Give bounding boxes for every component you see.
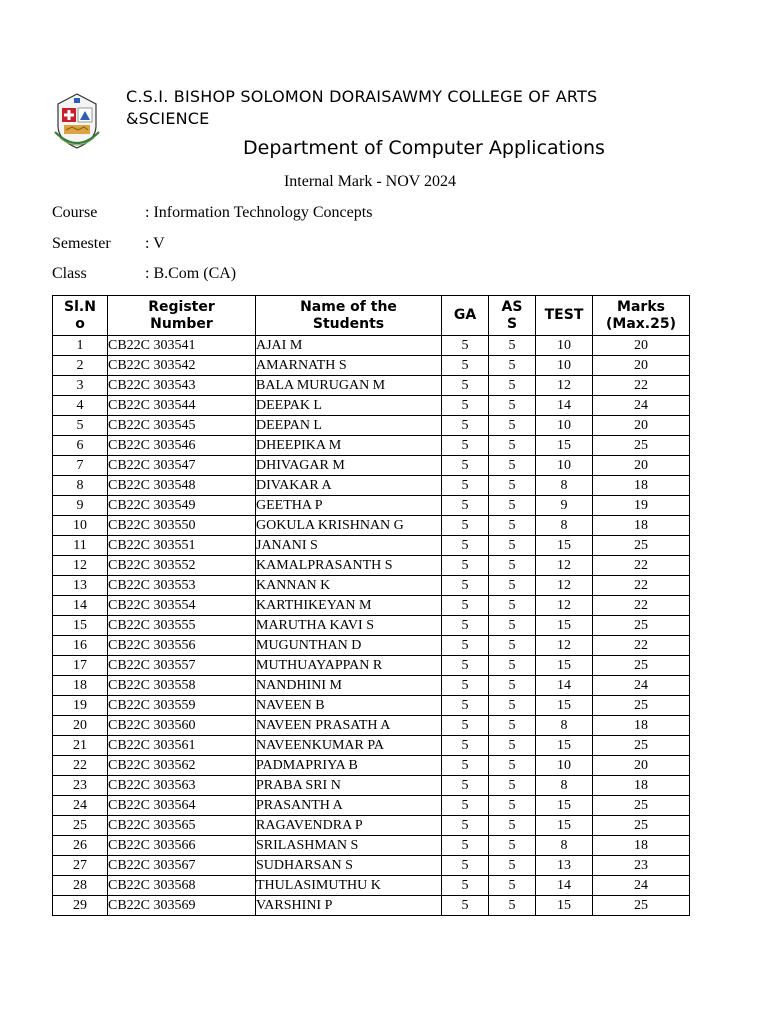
ga-cell: 5 (442, 696, 489, 716)
marks-cell: 25 (593, 436, 690, 456)
student-name-cell: MARUTHA KAVI S (256, 616, 442, 636)
slno-cell: 13 (53, 576, 108, 596)
ass-cell: 5 (489, 416, 536, 436)
student-name-cell: DEEPAN L (256, 416, 442, 436)
slno-cell: 29 (53, 896, 108, 916)
ass-cell: 5 (489, 496, 536, 516)
test-cell: 8 (536, 716, 593, 736)
course-line (52, 203, 372, 223)
student-name-cell: JANANI S (256, 536, 442, 556)
student-name-cell: PRASANTH A (256, 796, 442, 816)
ass-cell: 5 (489, 856, 536, 876)
ass-cell: 5 (489, 876, 536, 896)
test-cell: 12 (536, 636, 593, 656)
register-number-cell: CB22C 303565 (108, 816, 256, 836)
student-name-cell: PRABA SRI N (256, 776, 442, 796)
student-name-cell: AMARNATH S (256, 356, 442, 376)
col-header-register-number: Register Number (108, 296, 256, 336)
register-number-cell: CB22C 303542 (108, 356, 256, 376)
student-name-cell: SUDHARSAN S (256, 856, 442, 876)
ass-cell: 5 (489, 816, 536, 836)
slno-cell: 21 (53, 736, 108, 756)
slno-cell: 17 (53, 656, 108, 676)
marks-cell: 25 (593, 656, 690, 676)
student-name-cell: NAVEEN B (256, 696, 442, 716)
slno-cell: 3 (53, 376, 108, 396)
marks-cell: 20 (593, 456, 690, 476)
register-number-cell: CB22C 303563 (108, 776, 256, 796)
class-value: : B.Com (CA) (145, 265, 237, 282)
slno-cell: 28 (53, 876, 108, 896)
test-cell: 15 (536, 796, 593, 816)
table-row (53, 596, 690, 616)
student-name-cell: GEETHA P (256, 496, 442, 516)
slno-cell: 26 (53, 836, 108, 856)
ass-cell: 5 (489, 576, 536, 596)
slno-cell: 20 (53, 716, 108, 736)
student-name-cell: KAMALPRASANTH S (256, 556, 442, 576)
slno-cell: 25 (53, 816, 108, 836)
test-cell: 15 (536, 736, 593, 756)
test-cell: 8 (536, 836, 593, 856)
student-name-cell: VARSHINI P (256, 896, 442, 916)
slno-cell: 16 (53, 636, 108, 656)
marks-cell: 22 (593, 576, 690, 596)
marks-cell: 20 (593, 336, 690, 356)
col-header-slno: Sl.N o (53, 296, 108, 336)
register-number-cell: CB22C 303562 (108, 756, 256, 776)
table-row (53, 456, 690, 476)
ga-cell: 5 (442, 596, 489, 616)
ass-cell: 5 (489, 756, 536, 776)
test-cell: 15 (536, 816, 593, 836)
student-name-cell: THULASIMUTHU K (256, 876, 442, 896)
student-name-cell: NAVEENKUMAR PA (256, 736, 442, 756)
register-number-cell: CB22C 303558 (108, 676, 256, 696)
marks-cell: 25 (593, 696, 690, 716)
ass-cell: 5 (489, 776, 536, 796)
ass-cell: 5 (489, 696, 536, 716)
register-number-cell: CB22C 303551 (108, 536, 256, 556)
slno-cell: 6 (53, 436, 108, 456)
ga-cell: 5 (442, 896, 489, 916)
col-header-student-name: Name of the Students (256, 296, 442, 336)
marks-cell: 18 (593, 516, 690, 536)
register-number-cell: CB22C 303556 (108, 636, 256, 656)
register-number-cell: CB22C 303569 (108, 896, 256, 916)
student-name-cell: MUTHUAYAPPAN R (256, 656, 442, 676)
register-number-cell: CB22C 303541 (108, 336, 256, 356)
table-row (53, 716, 690, 736)
marks-cell: 25 (593, 796, 690, 816)
test-cell: 12 (536, 576, 593, 596)
test-cell: 13 (536, 856, 593, 876)
course-value: : Information Technology Concepts (145, 204, 373, 221)
ass-cell: 5 (489, 836, 536, 856)
slno-cell: 7 (53, 456, 108, 476)
college-name: C.S.I. BISHOP SOLOMON DORAISAWMY COLLEGE OF ARTS &SCIENCE (126, 87, 598, 128)
table-row (53, 396, 690, 416)
marks-cell: 22 (593, 556, 690, 576)
marks-cell: 25 (593, 536, 690, 556)
ga-cell: 5 (442, 716, 489, 736)
ga-cell: 5 (442, 376, 489, 396)
table-row (53, 676, 690, 696)
slno-cell: 10 (53, 516, 108, 536)
table-row (53, 736, 690, 756)
slno-cell: 12 (53, 556, 108, 576)
ga-cell: 5 (442, 516, 489, 536)
slno-cell: 19 (53, 696, 108, 716)
register-number-cell: CB22C 303564 (108, 796, 256, 816)
marks-cell: 18 (593, 476, 690, 496)
ass-cell: 5 (489, 556, 536, 576)
table-row (53, 616, 690, 636)
ga-cell: 5 (442, 876, 489, 896)
ass-cell: 5 (489, 676, 536, 696)
table-row (53, 536, 690, 556)
slno-cell: 14 (53, 596, 108, 616)
ass-cell: 5 (489, 376, 536, 396)
table-row (53, 696, 690, 716)
table-row (53, 416, 690, 436)
table-row (53, 436, 690, 456)
test-cell: 12 (536, 376, 593, 396)
student-name-cell: DIVAKAR A (256, 476, 442, 496)
register-number-cell: CB22C 303561 (108, 736, 256, 756)
test-cell: 8 (536, 476, 593, 496)
register-number-cell: CB22C 303566 (108, 836, 256, 856)
slno-cell: 24 (53, 796, 108, 816)
slno-cell: 15 (53, 616, 108, 636)
ga-cell: 5 (442, 676, 489, 696)
col-header-ass: AS S (489, 296, 536, 336)
marks-cell: 22 (593, 596, 690, 616)
ass-cell: 5 (489, 656, 536, 676)
ass-cell: 5 (489, 456, 536, 476)
ga-cell: 5 (442, 536, 489, 556)
table-body (53, 336, 690, 916)
register-number-cell: CB22C 303550 (108, 516, 256, 536)
table-row (53, 836, 690, 856)
student-name-cell: NANDHINI M (256, 676, 442, 696)
table-row (53, 636, 690, 656)
slno-cell: 4 (53, 396, 108, 416)
ass-cell: 5 (489, 736, 536, 756)
marks-table (52, 295, 690, 916)
marks-cell: 25 (593, 816, 690, 836)
student-name-cell: MUGUNTHAN D (256, 636, 442, 656)
test-cell: 15 (536, 616, 593, 636)
ga-cell: 5 (442, 576, 489, 596)
ga-cell: 5 (442, 836, 489, 856)
table-row (53, 336, 690, 356)
table-row (53, 876, 690, 896)
table-row (53, 376, 690, 396)
test-cell: 10 (536, 356, 593, 376)
ga-cell: 5 (442, 636, 489, 656)
test-cell: 10 (536, 456, 593, 476)
semester-value: : V (145, 235, 165, 252)
table-row (53, 796, 690, 816)
ga-cell: 5 (442, 656, 489, 676)
student-name-cell: RAGAVENDRA P (256, 816, 442, 836)
test-cell: 10 (536, 756, 593, 776)
student-name-cell: KARTHIKEYAN M (256, 596, 442, 616)
ga-cell: 5 (442, 796, 489, 816)
department-title: Department of Computer Applications (243, 137, 605, 159)
ass-cell: 5 (489, 896, 536, 916)
ass-cell: 5 (489, 436, 536, 456)
test-cell: 8 (536, 516, 593, 536)
semester-label: Semester (52, 235, 111, 252)
class-label: Class (52, 265, 87, 282)
semester-line (52, 234, 165, 254)
table-row (53, 856, 690, 876)
marks-cell: 20 (593, 356, 690, 376)
table-row (53, 556, 690, 576)
student-name-cell: KANNAN K (256, 576, 442, 596)
register-number-cell: CB22C 303559 (108, 696, 256, 716)
marks-cell: 24 (593, 676, 690, 696)
ga-cell: 5 (442, 776, 489, 796)
test-cell: 14 (536, 676, 593, 696)
marks-cell: 25 (593, 616, 690, 636)
register-number-cell: CB22C 303553 (108, 576, 256, 596)
slno-cell: 11 (53, 536, 108, 556)
student-name-cell: DHEEPIKA M (256, 436, 442, 456)
register-number-cell: CB22C 303555 (108, 616, 256, 636)
marks-cell: 24 (593, 396, 690, 416)
col-header-marks: Marks (Max.25) (593, 296, 690, 336)
slno-cell: 2 (53, 356, 108, 376)
test-cell: 10 (536, 416, 593, 436)
ga-cell: 5 (442, 556, 489, 576)
class-line (52, 264, 236, 284)
register-number-cell: CB22C 303547 (108, 456, 256, 476)
ga-cell: 5 (442, 356, 489, 376)
slno-cell: 23 (53, 776, 108, 796)
ga-cell: 5 (442, 736, 489, 756)
table-row (53, 816, 690, 836)
ass-cell: 5 (489, 516, 536, 536)
slno-cell: 9 (53, 496, 108, 516)
table-row (53, 656, 690, 676)
student-name-cell: DHIVAGAR M (256, 456, 442, 476)
ga-cell: 5 (442, 816, 489, 836)
test-cell: 8 (536, 776, 593, 796)
ga-cell: 5 (442, 856, 489, 876)
test-cell: 15 (536, 896, 593, 916)
ga-cell: 5 (442, 336, 489, 356)
test-cell: 15 (536, 536, 593, 556)
register-number-cell: CB22C 303548 (108, 476, 256, 496)
table-row (53, 496, 690, 516)
register-number-cell: CB22C 303549 (108, 496, 256, 516)
marks-cell: 18 (593, 776, 690, 796)
table-row (53, 576, 690, 596)
marks-cell: 25 (593, 736, 690, 756)
exam-title: Internal Mark - NOV 2024 (283, 173, 457, 190)
ga-cell: 5 (442, 496, 489, 516)
table-row (53, 756, 690, 776)
marks-cell: 22 (593, 376, 690, 396)
test-cell: 14 (536, 396, 593, 416)
test-cell: 12 (536, 596, 593, 616)
student-name-cell: NAVEEN PRASATH A (256, 716, 442, 736)
table-row (53, 476, 690, 496)
ass-cell: 5 (489, 716, 536, 736)
table-row (53, 896, 690, 916)
student-name-cell: AJAI M (256, 336, 442, 356)
slno-cell: 1 (53, 336, 108, 356)
test-cell: 14 (536, 876, 593, 896)
student-name-cell: GOKULA KRISHNAN G (256, 516, 442, 536)
marks-cell: 24 (593, 876, 690, 896)
marks-cell: 25 (593, 896, 690, 916)
ass-cell: 5 (489, 596, 536, 616)
marks-cell: 18 (593, 836, 690, 856)
table-header-row (53, 296, 690, 336)
ass-cell: 5 (489, 616, 536, 636)
marks-cell: 20 (593, 756, 690, 776)
ga-cell: 5 (442, 456, 489, 476)
col-header-test: TEST (536, 296, 593, 336)
ass-cell: 5 (489, 396, 536, 416)
marks-cell: 23 (593, 856, 690, 876)
ga-cell: 5 (442, 396, 489, 416)
test-cell: 15 (536, 436, 593, 456)
ass-cell: 5 (489, 336, 536, 356)
table-row (53, 516, 690, 536)
register-number-cell: CB22C 303543 (108, 376, 256, 396)
ga-cell: 5 (442, 416, 489, 436)
ass-cell: 5 (489, 476, 536, 496)
slno-cell: 8 (53, 476, 108, 496)
ass-cell: 5 (489, 636, 536, 656)
slno-cell: 22 (53, 756, 108, 776)
student-name-cell: BALA MURUGAN M (256, 376, 442, 396)
test-cell: 15 (536, 696, 593, 716)
student-name-cell: DEEPAK L (256, 396, 442, 416)
slno-cell: 27 (53, 856, 108, 876)
test-cell: 12 (536, 556, 593, 576)
register-number-cell: CB22C 303552 (108, 556, 256, 576)
ga-cell: 5 (442, 756, 489, 776)
register-number-cell: CB22C 303568 (108, 876, 256, 896)
test-cell: 9 (536, 496, 593, 516)
ga-cell: 5 (442, 616, 489, 636)
register-number-cell: CB22C 303567 (108, 856, 256, 876)
register-number-cell: CB22C 303557 (108, 656, 256, 676)
ass-cell: 5 (489, 796, 536, 816)
table-row (53, 356, 690, 376)
register-number-cell: CB22C 303560 (108, 716, 256, 736)
ass-cell: 5 (489, 356, 536, 376)
marks-cell: 19 (593, 496, 690, 516)
course-label: Course (52, 204, 98, 221)
test-cell: 15 (536, 656, 593, 676)
marks-cell: 20 (593, 416, 690, 436)
register-number-cell: CB22C 303545 (108, 416, 256, 436)
register-number-cell: CB22C 303546 (108, 436, 256, 456)
test-cell: 10 (536, 336, 593, 356)
marks-cell: 22 (593, 636, 690, 656)
register-number-cell: CB22C 303554 (108, 596, 256, 616)
col-header-ga: GA (442, 296, 489, 336)
table-row (53, 776, 690, 796)
slno-cell: 5 (53, 416, 108, 436)
student-name-cell: PADMAPRIYA B (256, 756, 442, 776)
ass-cell: 5 (489, 536, 536, 556)
student-name-cell: SRILASHMAN S (256, 836, 442, 856)
slno-cell: 18 (53, 676, 108, 696)
register-number-cell: CB22C 303544 (108, 396, 256, 416)
marks-cell: 18 (593, 716, 690, 736)
ga-cell: 5 (442, 476, 489, 496)
ga-cell: 5 (442, 436, 489, 456)
